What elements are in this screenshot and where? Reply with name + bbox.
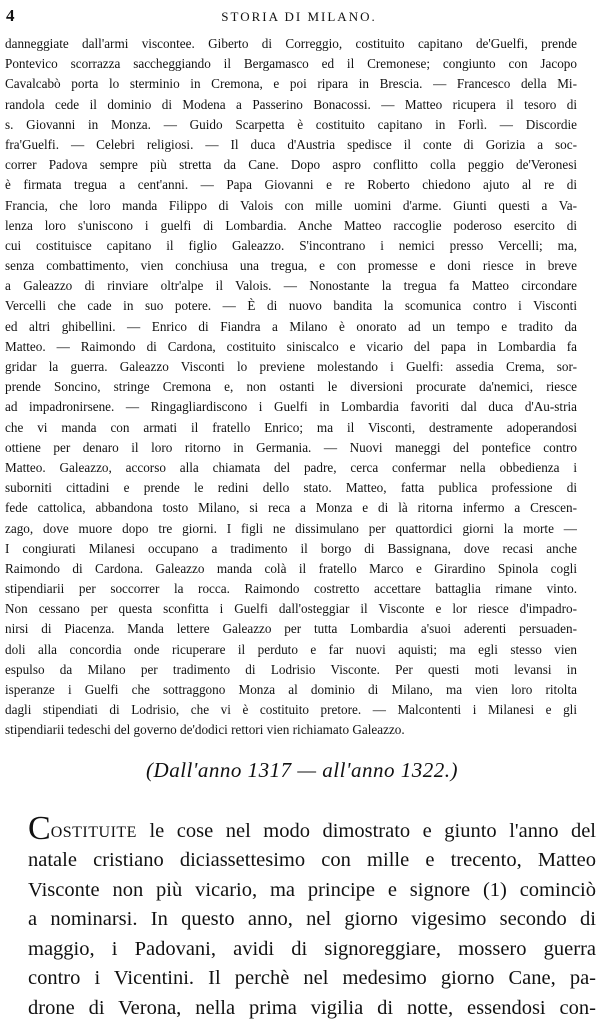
summary-line: Pontevico scorrazza saccheggiando il Bergamasco ed il Cremonese; congiunto con Jacopo: [5, 56, 577, 72]
summary-line: zago, dove muore dopo tre giorni. I figli ne dissimulano per quattordici giorni la morte —: [5, 520, 577, 536]
chapter-summary: [5, 34, 577, 741]
summary-line: isperanze i Guelfi che sottraggono Monza al dominio di Milano, ma vien loro ritolta: [5, 682, 577, 697]
summary-line: I congiurati Milanesi occupano a tradimento il borgo di Bassignana, dove recasi anche: [5, 540, 577, 556]
summary-line: fra'Guelfi. — Celebri religiosi. — Il duca d'Austria spedisce il conte di Gorizia a soc-: [5, 136, 577, 152]
summary-line: ottiene per denaro il loro ritorno in Germania. — Nuovi maneggi del pontefice contro: [5, 439, 577, 455]
summary-line: gridar la guerra. Galeazzo Visconti lo previene molestando i Guelfi: assedia Crema, sor-: [5, 359, 577, 374]
summary-line: stipendiarii per soccorrer la rocca. Raimondo costretto accettare battaglia rimane vinto.: [5, 581, 577, 597]
page-header: [6, 6, 592, 28]
body-line: maggio, i Padovani, avidi di signoreggiare, mossero guerra: [28, 937, 596, 960]
summary-line: randola cede il dominio di Modena a Passerino Bonacossi. — Matteo ricupera il tesoro di: [5, 96, 577, 112]
body-line: Visconte non più vicario, ma principe e signore (1) cominciò: [28, 878, 596, 901]
summary-line: espulso da Milano per tradimento di Lodrisio Visconte. Per questi moti levansi in: [5, 661, 577, 677]
date-range-heading: (Dall'anno 1317 — all'anno 1322.): [146, 758, 458, 782]
body-line: a nominarsi. In questo anno, nel giorno vigesimo secondo di: [28, 908, 596, 930]
first-line-text: le cose nel modo dimostrato e giunto l'anno del: [136, 820, 596, 842]
summary-line: cui costituisce capitano il figlio Galeazzo. S'incontrano i nemici presso Vercelli; ma,: [5, 237, 577, 253]
summary-line: lenza loro s'uniscono i guelfi di Lombardia. Anche Matteo raccoglie poderoso esercito di: [5, 217, 577, 233]
drop-initial: C: [28, 812, 51, 846]
summary-line: è firmata tregua a cent'anni. — Papa Giovanni e re Roberto chiedono ajuto al re di: [5, 177, 577, 193]
summary-line: stipendiarii tedeschi del governo de'dodici rettori vien richiamato Galeazzo.: [5, 722, 405, 738]
summary-line: Matteo. — Raimondo di Cardona, costituito siniscalco e vicario del papa in Lombardia fa: [5, 338, 577, 354]
summary-line: Non cessano per questa sconfitta i Guelfi dall'osteggiar il Visconte e lor riesce d'impadro-: [5, 601, 577, 617]
summary-line: ed altri ghibellini. — Enrico di Fiandra a Milano è onorato ad un tempo e tradito da: [5, 318, 577, 334]
summary-line: suborniti cittadini e prende le redini dello stato. Matteo, fatta publica professione di: [5, 480, 577, 496]
summary-line: Vercelli che cade in suo potere. — È di nuovo bandita la scomunica contro i Visconti: [5, 298, 577, 314]
summary-line: Francia, che loro manda Filippo di Valois con mille uomini d'arme. Giunti questi a Va-: [5, 197, 577, 213]
summary-line: Cavalcabò porta lo sterminio in Cremona, e poi ripara in Brescia. — Francesco della Mi-: [5, 76, 577, 92]
summary-line: dagli stipendiati di Lodrisio, che vi è costituito pretore. — Malcontenti i Milanesi e gli: [5, 702, 577, 718]
summary-line: doli alla concordia onde ricuperare il perduto e far nuovi aquisti; ma egli stesso vien: [5, 641, 577, 657]
summary-line: fede cattolica, abbandona tosto Milano, si reca a Monza e di là ritorna infermo a Crescen-: [5, 500, 577, 516]
body-first-line: [28, 812, 596, 846]
summary-line: ad impadronirsene. — Ringagliardiscono i Guelfi in Lombardia favoriti dal duca d'Au-stria: [5, 399, 577, 415]
page-number: 4: [6, 6, 15, 25]
body-line: contro i Vicentini. Il perchè nel medesimo giorno Cane, pa-: [28, 967, 596, 989]
summary-line: a Galeazzo di rinviare oltr'alpe il Valois. — Nonostante la tregua fa Matteo circondare: [5, 278, 577, 294]
summary-line: nirsi di Piacenza. Manda lettere Galeazzo per tutta Lombardia a'suoi aderenti persuaden-: [5, 621, 577, 637]
small-caps-word: OSTITUITE: [50, 824, 137, 841]
summary-line: correr Padova sempre più stretta da Cane. Dopo aspro conflitto colla peggio de'Veronesi: [5, 157, 577, 173]
body-line: drone di Verona, nella prima vigilia di notte, essendosi con-: [28, 996, 596, 1019]
summary-line: Raimondo di Cardona. Galeazzo manda colà il fratello Marco e Girardino Spinola cogli: [5, 560, 577, 576]
summary-line: senza combattimento, vien conchiusa una tregua, e con promesse e doni riesce in breve: [5, 258, 577, 274]
body-line: natale cristiano diciassettesimo con mille e trecento, Matteo: [28, 849, 596, 871]
running-title: STORIA DI MILANO.: [221, 9, 377, 24]
summary-line: danneggiate dall'armi viscontee. Giberto di Correggio, costituito capitano de'Guelfi, prende: [5, 36, 577, 51]
summary-line: che vi manda con armati il fratello Enrico; ma il Visconti, destramente adoperandosi: [5, 419, 577, 435]
summary-line: Matteo. Galeazzo, accorso alla chiamata del padre, cerca confermar nella obbedienza i: [5, 459, 577, 475]
summary-line: prende Soncino, stringe Cremona e, non ostanti le diversioni procurate da'nemici, riesce: [5, 379, 577, 395]
summary-line: s. Giovanni in Monza. — Guido Scarpetta è costituito capitano in Forlì. — Discordie: [5, 116, 577, 132]
body-text: [28, 812, 596, 1023]
